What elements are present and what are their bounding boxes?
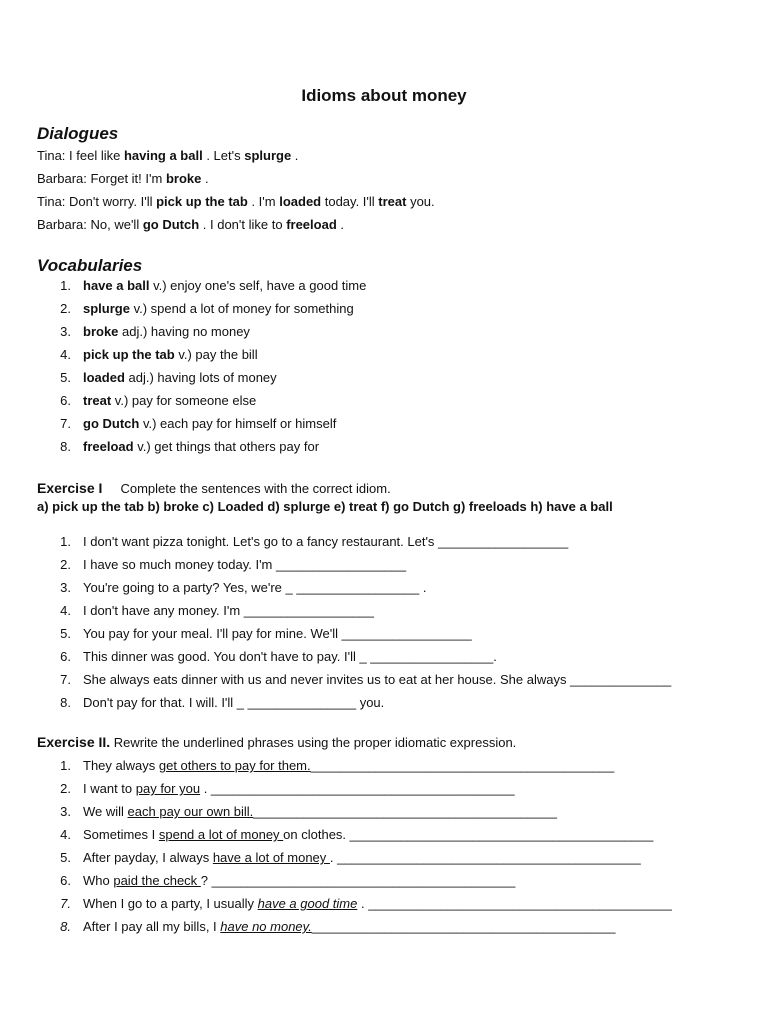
exercise-1-header — [37, 480, 391, 496]
dialogue-line: Tina: Don't worry. I'll pick up the tab . I'm loaded today. I'll treat you. — [37, 194, 435, 209]
exercise-2-instruction: Rewrite the underlined phrases using the proper idiomatic expression. — [110, 735, 517, 750]
page-title: Idioms about money — [301, 86, 467, 105]
exercise-1-instruction: Complete the sentences with the correct idiom. — [102, 481, 391, 496]
worksheet-page: Idioms about money Dialogues Tina: I feel like having a ball . Let's splurge . Barbara: Forget it! I'm broke . Tina: Don't worry. I'll pick up the tab . I'm loaded today. I'll treat you. Barbara: No, we'll go Dutch . I don't like to freeload . Vocabularies 1. have a ball v.) enjoy one's self, have a good time 2. splurge v.) spend a lot of money for something 3. broke adj.) having no money 4. pick up the tab v.) pay the bill 5. loaded adj.) having lots of money 6. treat v.) pay for someone else 7. go Dutch v.) each pay for himself or himself 8. freeload v.) get things that others pay for Exercise I Complete the sentences with the correct idiom. a) pick up the tab b) broke c) Loaded d) splurge e) treat f) go Dutch g) freeloads h) have a ball 1. I don't want pizza tonight. Let's go to a fancy restaurant. Let's __________________ 2. I have so much money today. I'm __________________ 3. You're going to a party? Yes, we're _ _________________ . 4. I don't have any money. I'm __________________ 5. You pay for your meal. I'll pay for mine. We'll __________________ 6. This dinner was good. You don't have to pay. I'll _ _________________. 7. She always eats dinner with us and never invites us to eat at her house. She always ______________ 8. Don't pay for that. I will. I'll _ _______________ you. Exercise II. Rewrite the underlined phrases using the proper idiomatic expression. 1. They always get others to pay for them.__________________________________________ 2. I want to pay for you . __________________________________________ 3. We will each pay our own bill.__________________________________________ 4. Sometimes I spend a lot of money on clothes. __________________________________________ 5. After payday, I always have a lot of money . __________________________________________ 6. Who paid the check ? __________________________________________ 7. When I go to a party, I usually have a good time . __________________________________________ 8. After I pay all my bills, I have no money.__________________________________________ — [0, 0, 768, 1024]
vocabularies-heading: Vocabularies — [37, 256, 143, 275]
exercise-1-answer-bank: a) pick up the tab b) broke c) Loaded d) splurge e) treat f) go Dutch g) freeloads h) have a ball — [37, 499, 613, 514]
dialogue-line: Barbara: No, we'll go Dutch . I don't like to freeload . — [37, 217, 344, 232]
dialogue-line: Tina: I feel like having a ball . Let's splurge . — [37, 148, 299, 163]
dialogue-line: Barbara: Forget it! I'm broke . — [37, 171, 209, 186]
dialogues-heading: Dialogues — [37, 124, 119, 143]
exercise-2-header — [37, 734, 516, 750]
exercise-2-label: Exercise II. — [37, 734, 111, 750]
exercise-1-label: Exercise I — [37, 480, 103, 496]
